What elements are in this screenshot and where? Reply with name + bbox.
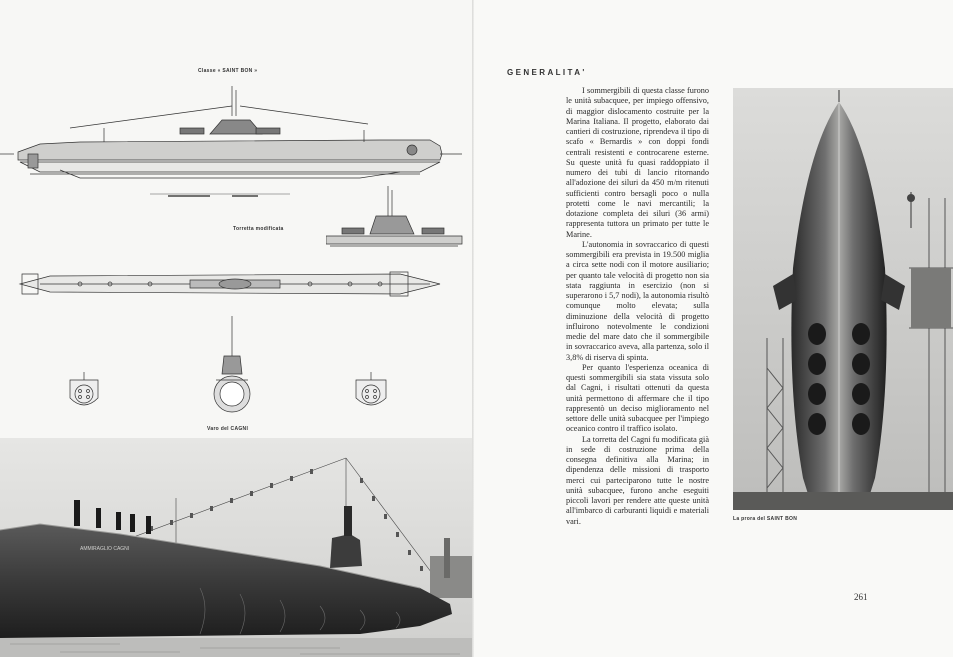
section-middle-drawing [210,316,254,416]
hull-inscription: AMMIRAGLIO CAGNI [80,546,130,552]
turret-drawing [326,186,466,250]
side-profile-drawing [0,84,474,202]
launch-caption: Varo del CAGNI [207,426,249,432]
section-heading: GENERALITA' [507,68,587,77]
paragraph-4: La torretta del Cagni fu modificata già in sede di costruzione prima della consegna definitiva alla Marina; in dipendenza delle missioni di trasporto merci cui parteciparono tutte le nostre unità subacquee, furono anche eseguiti piccoli lavori per rendere atte queste unità all'imbarco di carburanti liquidi e materiali vari. [566,434,709,526]
paragraph-1: I sommergibili di questa classe furono le unità subacquee, per impiego offensivo, di maggior dislocamento costruite per la Marina Italiana. Il progetto, elaborato dai cantieri di costruzione, riprendeva il tipo di scafo « Bernardis » con doppi fondi centrali resistenti e controcarene esterne. Su queste unità fu quasi raddoppiato il numero dei tubi di lancio ritornando all'adozione dei siluri da 450 m/m ritenuti sufficienti contro bersagli poco o nulla protetti come le navi mercantili; la dotazione completa dei siluri (36 armi) rappresenta tuttora un primato per tutte le Marine. [566,86,709,239]
left-page [0,0,474,657]
launch-photo [0,438,474,657]
plan-view-drawing [0,262,474,310]
paragraph-3: Per quanto l'esperienza oceanica di questi sommergibili sia stata vissuta solo dal Cagni, i risultati ottenuti da questa unità permettono di affermare che il tipo rappresentò un deciso miglioramento nel settore delle unità subacquee per l'impiego oceanico contro il traffico isolato. [566,362,709,434]
paragraph-2: L'autonomia in sovraccarico di questi sommergibili era prevista in 19.500 miglia a circa sette nodi con il motore ausiliario; per quanto tale velocità di progetto non sia stata raggiunta in esercizio (non si superarono i 5,7 nodi), la autonomia risultò comunque molto elevata; sulla diminuzione della velocità di progetto influirono notevolmente le condizioni medie del mare dato che il sommergibile in sovraccarico aveva, alla partenza, solo il 3,8% di riserva di spinta. [566,239,709,362]
right-page [474,0,953,657]
photo-caption: La prora del SAINT BON [733,516,798,522]
page-number: 261 [854,592,868,602]
body-text [566,86,709,527]
section-left-drawing [68,372,100,416]
section-right-drawing [354,372,388,416]
turret-caption: Torretta modificata [233,226,284,232]
class-caption: Classe « SAINT BON » [198,68,258,74]
bow-photo [733,88,953,510]
